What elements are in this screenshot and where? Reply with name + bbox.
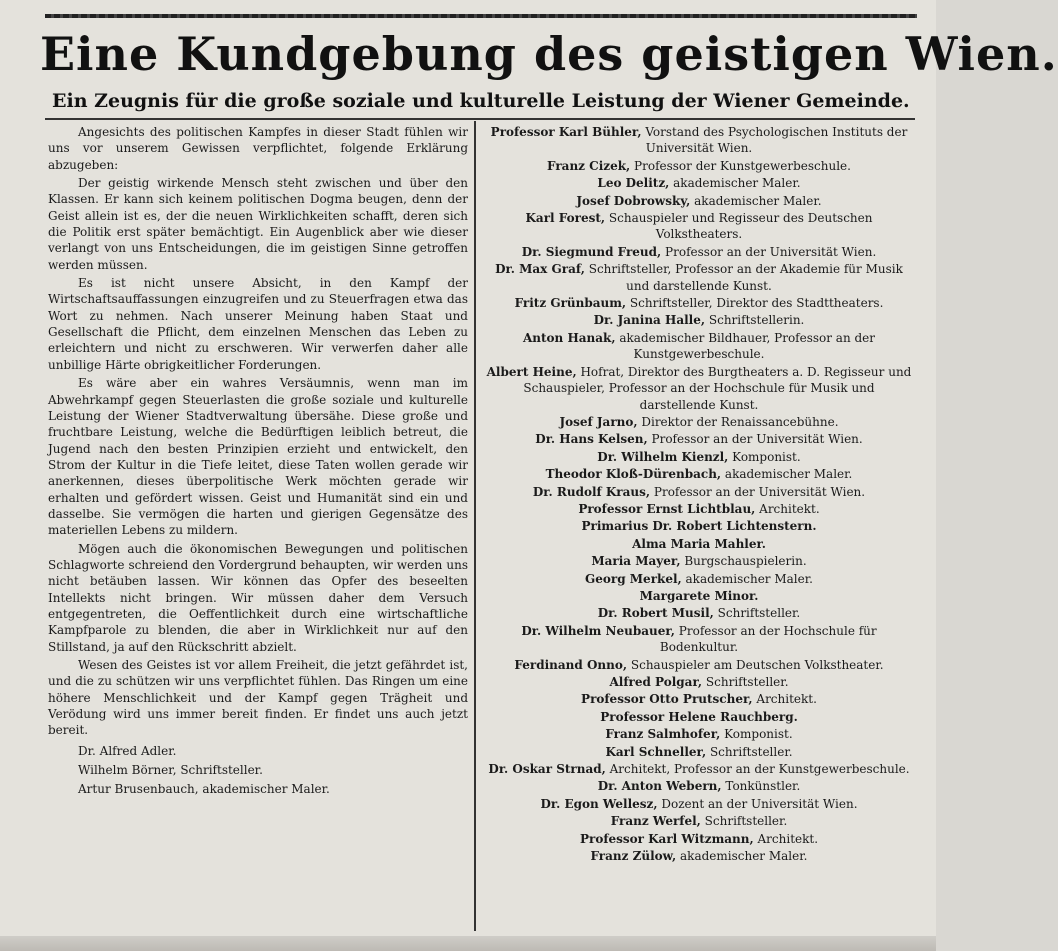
- signatory-name: Professor Karl Witzmann,: [579, 831, 754, 846]
- signatory-description: Architekt, Professor an der Kunstgewerbeschule.: [605, 762, 910, 777]
- page-edge: [0, 936, 936, 951]
- signatory-name: Franz Cizek,: [547, 158, 631, 173]
- signatory-entry: [484, 691, 914, 707]
- signatory-entry: [484, 449, 914, 465]
- signatory-description: Schriftsteller.: [713, 606, 801, 621]
- signatory-name: Margarete Minor.: [639, 588, 759, 603]
- signatory-name: Georg Merkel,: [585, 571, 682, 586]
- signatory-name: Alfred Polgar,: [609, 675, 703, 689]
- signatory-entry: [484, 501, 914, 517]
- signatory-description: akademischer Maler.: [721, 467, 853, 482]
- signatory-description: Komponist.: [728, 449, 801, 464]
- signatory-entry: [484, 158, 914, 174]
- signatory-name: Maria Mayer,: [591, 554, 681, 569]
- signatory-entry: [484, 796, 914, 812]
- signatory-entry: [484, 674, 914, 690]
- paragraph: Angesichts des politischen Kampfes in dieser Stadt fühlen wir uns vor unserem Gewissen verpflichtet, folgende Erklärung abzugeben:: [48, 125, 468, 172]
- signatory: Artur Brusenbauch, akademischer Maler.: [78, 781, 330, 796]
- signatory-name: Primarius Dr. Robert Lichtenstern.: [581, 519, 817, 534]
- declaration-column: [48, 124, 468, 798]
- signatory: Wilhelm Börner, Schriftsteller.: [78, 762, 263, 777]
- signatory-entry: [484, 261, 914, 294]
- signatory-name: Dr. Anton Webern,: [597, 779, 722, 794]
- signatory-description: Direktor der Renaissancebühne.: [637, 414, 839, 429]
- signatory-name: Albert Heine,: [486, 364, 577, 379]
- signatory-name: Theodor Kloß-Dürenbach,: [545, 467, 722, 482]
- signatory-description: Professor an der Universität Wien.: [647, 432, 863, 447]
- signatory-name: Alma Maria Mahler.: [632, 536, 766, 551]
- signatory-description: Professor an der Universität Wien.: [650, 484, 866, 499]
- signatory-entry: [484, 175, 914, 191]
- signatory-description: akademischer Maler.: [681, 571, 813, 586]
- signatory-entry: [484, 518, 914, 534]
- signatory-name: Dr. Rudolf Kraus,: [532, 484, 651, 499]
- signatory-entry: [484, 244, 914, 260]
- signatory-description: Vorstand des Psychologischen Instituts der Universität Wien.: [641, 125, 908, 156]
- paragraph: Es ist nicht unsere Absicht, in den Kampf der Wirtschaftsauffassungen einzugreifen und zu Steuerfragen etwa das Wort zu nehmen. Nach unserer Meinung haben Staat und Gesellschaft die Pflicht, dem einzelnen Menschen das Leben zu erleichtern und nicht zu erschweren. Wir verwerfen daher alle unbillige Härte obrigkeitlicher Forderungen.: [48, 276, 468, 372]
- signatory-entry: [484, 605, 914, 621]
- signatory-description: Schriftstellerin.: [705, 313, 805, 328]
- signatory-entry: [484, 848, 914, 864]
- signatory-entry: [484, 295, 914, 311]
- signatory-name: Professor Karl Bühler,: [490, 125, 642, 139]
- signatory-description: Tonkünstler.: [721, 779, 801, 794]
- signatory-entry: [484, 623, 914, 656]
- signatory-name: Dr. Siegmund Freud,: [521, 244, 662, 259]
- signatory-description: Komponist.: [720, 727, 793, 742]
- signatory-name: Josef Dobrowsky,: [576, 193, 691, 208]
- subheadline: Ein Zeugnis für die große soziale und kulturelle Leistung der Wiener Gemeinde.: [52, 90, 910, 112]
- signatory-name: Professor Ernst Lichtblau,: [578, 501, 756, 516]
- signatory-entry: [484, 657, 914, 673]
- headline: Eine Kundgebung des geistigen Wien.: [40, 27, 1058, 81]
- signatory-name: Professor Helene Rauchberg.: [600, 709, 798, 724]
- signatory-name: Professor Otto Prutscher,: [581, 692, 753, 707]
- signatory: Dr. Alfred Adler.: [78, 743, 177, 758]
- signatory-description: Professor der Kunstgewerbeschule.: [630, 158, 851, 173]
- signatory-description: Architekt.: [755, 501, 820, 516]
- signatory-entry: [484, 414, 914, 430]
- signatory-entry: [484, 431, 914, 447]
- signatory-name: Dr. Hans Kelsen,: [535, 432, 648, 447]
- signatory-entry: [484, 709, 914, 725]
- signatory-entry: [484, 364, 914, 413]
- signatory-name: Franz Salmhofer,: [605, 727, 721, 742]
- signatory-entry: [484, 312, 914, 328]
- signatories-column: [484, 124, 914, 865]
- signatory-entry: [484, 210, 914, 243]
- signatory-name: Dr. Wilhelm Kienzl,: [597, 449, 729, 464]
- signatory-description: akademischer Maler.: [676, 849, 808, 864]
- top-rule: [45, 14, 917, 18]
- signatory-description: akademischer Maler.: [690, 193, 822, 208]
- header-rule: [45, 118, 915, 120]
- signatory-entry: [484, 761, 914, 777]
- column-divider: [474, 121, 476, 931]
- signatory-description: Schauspieler am Deutschen Volkstheater.: [627, 657, 884, 672]
- signatory-entry: [484, 813, 914, 829]
- signatory-description: Professor an der Hochschule für Bodenkultur.: [659, 623, 877, 655]
- signatory-description: akademischer Maler.: [669, 176, 801, 191]
- signatory-description: Professor an der Universität Wien.: [661, 244, 877, 259]
- signatory-name: Dr. Oskar Strnad,: [488, 762, 606, 777]
- signatory-description: Schriftsteller, Professor an der Akademie für Musik und darstellende Kunst.: [584, 262, 903, 293]
- signatory-description: Hofrat, Direktor des Burgtheaters a. D. Regisseur und Schauspieler, Professor an der Hochschule für Musik und darstellende Kunst.: [523, 364, 912, 412]
- signatory-name: Dr. Robert Musil,: [597, 606, 714, 621]
- signatures-left: [48, 743, 468, 798]
- signatory-entry: [484, 588, 914, 604]
- signatory-entry: [484, 744, 914, 760]
- signatory-entry: [484, 330, 914, 363]
- signatory-name: Dr. Wilhelm Neubauer,: [521, 623, 675, 638]
- signatory-name: Dr. Janina Halle,: [593, 313, 706, 328]
- signatory-name: Karl Schneller,: [605, 744, 707, 759]
- paragraph: Es wäre aber ein wahres Versäumnis, wenn man im Abwehrkampf gegen Steuerlasten die große soziale und kulturelle Leistung der Wiener Stadtverwaltung übersähe. Diese große und fruchtbare Leistung, welche die Bedürftigen leiblich betreut, die Jugend nach den besten Prinzipien erzieht und entwickelt, den Strom der Kultur in die Tiefe leitet, diese Taten wollen gerade wir anerkennen, dieses überpolitische Werk möchten gerade wir erhalten und gefördert wissen. Geist und Humanität sind ein und dasselbe. Sie vermögen die harten und gierigen Gegensätze des materiellen Lebens zu mildern.: [48, 376, 468, 538]
- paragraph: Wesen des Geistes ist vor allem Freiheit, die jetzt gefährdet ist, und die zu schützen wir uns verpflichtet fühlen. Das Ringen um eine höhere Menschlichkeit und der Kampf gegen Trägheit und Verödung wird uns immer bereit finden. Er findet uns auch jetzt bereit.: [48, 658, 468, 738]
- signatory-name: Josef Jarno,: [559, 414, 638, 429]
- signatory-name: Dr. Egon Wellesz,: [540, 796, 658, 811]
- signatory-name: Franz Zülow,: [590, 849, 677, 864]
- signatory-name: Leo Delitz,: [597, 176, 670, 191]
- signatory-entry: [484, 484, 914, 500]
- paragraph: Mögen auch die ökonomischen Bewegungen und politischen Schlagworte schreiend den Vordergrund behaupten, wir werden uns nicht betäuben lassen. Wir können das Opfer des beseelten Intellekts nicht bringen. Wir müssen daher dem Versuch entgegentreten, die Oeffentlichkeit durch eine wirtschaftliche Kampfparole zu blenden, die aber in Wirklichkeit nur auf den Stillstand, ja auf den Rückschritt abzielt.: [48, 541, 468, 654]
- signatory-name: Ferdinand Onno,: [514, 657, 628, 672]
- paragraph: Der geistig wirkende Mensch steht zwischen und über den Klassen. Er kann sich keinem politischen Dogma beugen, denn der Geist allein ist es, der die neuen Wirklichkeiten schafft, deren sich die Politik erst später bemächtigt. Ein Augenblick aber wie dieser verlangt von uns Entscheidungen, die im geistigen Sinne getroffen werden müssen.: [48, 176, 468, 272]
- signatory-entry: [484, 778, 914, 794]
- signatory-entry: [484, 193, 914, 209]
- signatory-description: Architekt.: [753, 831, 819, 846]
- signatory-name: Franz Werfel,: [610, 814, 701, 829]
- signatory-name: Dr. Max Graf,: [495, 262, 585, 277]
- signatory-description: Schriftsteller.: [702, 675, 789, 689]
- signatory-description: Schauspieler und Regisseur des Deutschen Volkstheaters.: [605, 211, 873, 242]
- signatory-name: Anton Hanak,: [522, 330, 616, 345]
- signatory-name: Karl Forest,: [525, 211, 606, 226]
- signatory-description: Burgschauspielerin.: [680, 554, 807, 569]
- signatory-entry: [484, 536, 914, 552]
- signatory-entry: [484, 466, 914, 482]
- signatory-entry: [484, 726, 914, 742]
- signatory-description: Dozent an der Universität Wien.: [657, 796, 858, 811]
- signatory-description: Architekt.: [752, 692, 817, 707]
- signatory-name: Fritz Grünbaum,: [514, 296, 627, 311]
- signatory-description: akademischer Bildhauer, Professor an der Kunstgewerbeschule.: [615, 330, 876, 362]
- signatory-description: Schriftsteller.: [700, 814, 788, 829]
- signatory-description: Schriftsteller.: [706, 744, 793, 759]
- signatory-entry: [484, 553, 914, 569]
- signatory-entry: [484, 571, 914, 587]
- signatory-description: Schriftsteller, Direktor des Stadttheaters.: [626, 296, 884, 311]
- signatory-entry: [484, 124, 914, 157]
- signatory-entry: [484, 831, 914, 847]
